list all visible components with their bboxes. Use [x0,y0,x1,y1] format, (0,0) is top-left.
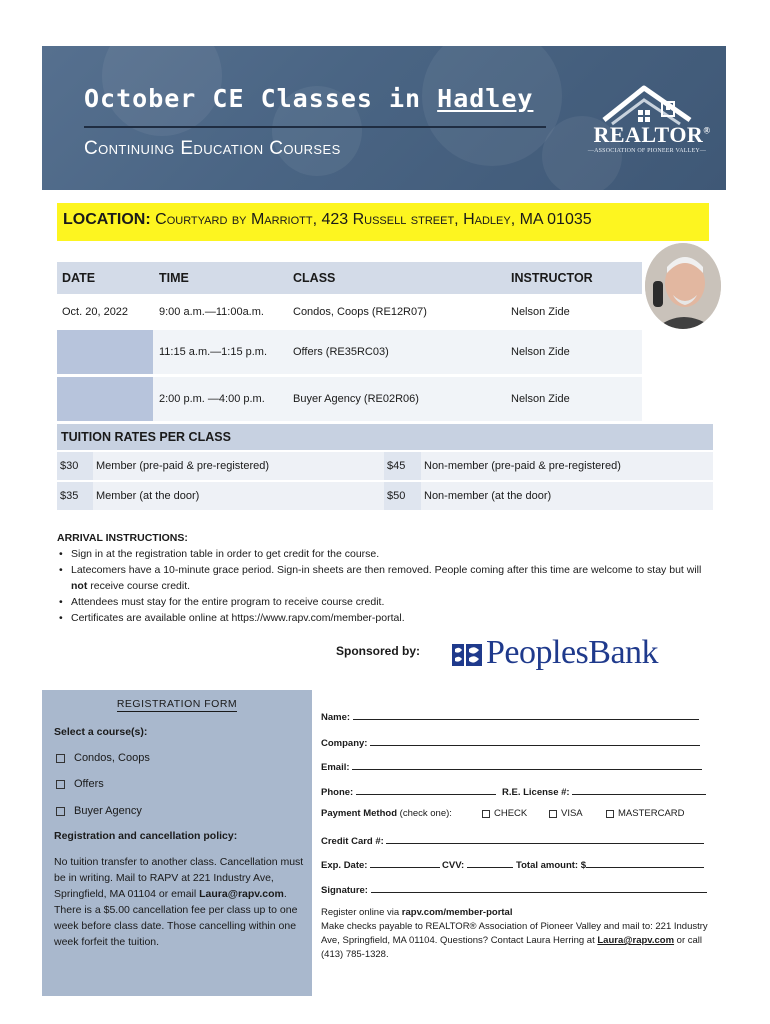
cell-time: 2:00 p.m. —4:00 p.m. [159,393,265,405]
list-item: • Sign in at the registration table in order to get credit for the course. [57,546,717,562]
cell-instructor: Nelson Zide [511,393,570,405]
registration-panel [42,690,312,996]
peoplesbank-logo [450,632,680,676]
total-amount-field[interactable]: Total amount: $ [516,858,704,871]
schedule-header-row [57,262,642,294]
cell-time: 11:15 a.m.—1:15 p.m. [159,346,268,358]
registration-fields [312,690,726,996]
cell-class: Offers (RE35RC03) [293,346,389,358]
checkbox-icon[interactable] [606,810,614,818]
header-date: DATE [62,271,96,285]
exp-date-field[interactable]: Exp. Date: [321,858,440,871]
realtor-logo [582,80,712,160]
policy-title: Registration and cancellation policy: [54,830,238,842]
header-time: TIME [159,271,189,285]
logo-subtext: —ASSOCIATION OF PIONEER VALLEY— [587,148,707,154]
person-photo-icon [645,243,721,329]
checkbox-icon[interactable] [482,810,490,818]
arrival-instructions [57,530,717,626]
cell-instructor: Nelson Zide [511,306,570,318]
location-banner [57,203,709,241]
tuition-table [57,424,713,510]
title-highlight: Hadley [437,84,534,113]
price-member: $30 [57,452,93,480]
cell-class: Buyer Agency (RE02R06) [293,393,419,405]
list-item: • Latecomers have a 10-minute grace period. Sign-in sheets are then removed. People coming after this time are welcome to stay but will not receive course credit. [57,562,717,594]
cell-time: 9:00 a.m.—11:00a.m. [159,306,264,318]
name-field[interactable]: Name: [321,710,699,723]
header-instructor: INSTRUCTOR [511,271,593,285]
course-option-offers[interactable]: Offers [56,778,104,790]
cell-date [57,330,153,374]
payment-option-check[interactable]: CHECK [482,808,527,819]
table-row [57,330,642,374]
checkbox-icon[interactable] [56,780,65,789]
header-banner [42,46,726,190]
table-row [57,377,642,421]
credit-card-field[interactable]: Credit Card #: [321,834,704,847]
title-divider [84,126,546,128]
course-option-buyer-agency[interactable]: Buyer Agency [56,805,142,817]
checkbox-icon[interactable] [549,810,557,818]
payment-option-mastercard[interactable]: MASTERCARD [606,808,685,819]
checkbox-icon[interactable] [56,754,65,763]
cell-class: Condos, Coops (RE12R07) [293,306,427,318]
desc-nonmember: Non-member (at the door) [424,490,552,502]
sponsor-label: Sponsored by: [336,644,421,658]
table-row [57,297,642,327]
signature-field[interactable]: Signature: [321,883,707,896]
tuition-title: TUITION RATES PER CLASS [57,424,713,450]
payment-method-label: Payment Method (check one): [321,808,452,819]
desc-member: Member (pre-paid & pre-registered) [96,460,270,472]
cvv-field[interactable]: CVV: [442,858,513,871]
arrival-title: ARRIVAL INSTRUCTIONS: [57,532,188,544]
arrival-list [57,546,717,626]
page-title: October CE Classes in Hadley [84,84,534,113]
cell-date [57,377,153,421]
course-option-condos[interactable]: Condos, Coops [56,752,150,764]
email-field[interactable]: Email: [321,760,702,773]
price-nonmember: $50 [384,482,421,510]
checkbox-icon[interactable] [56,807,65,816]
header-class: CLASS [293,271,336,285]
registration-title: REGISTRATION FORM [116,698,238,710]
location-address: Courtyard by Marriott, 423 Russell street, Hadley, MA 01035 [150,211,592,228]
price-nonmember: $45 [384,452,421,480]
location-label: LOCATION: [63,211,151,228]
phone-field[interactable]: Phone: [321,785,496,798]
price-member: $35 [57,482,93,510]
select-course-label: Select a course(s): [54,726,148,738]
payment-option-visa[interactable]: VISA [549,808,583,819]
cell-date: Oct. 20, 2022 [62,306,129,318]
cell-instructor: Nelson Zide [511,346,570,358]
bank-emblem-icon [450,640,484,670]
desc-member: Member (at the door) [96,490,200,502]
instructor-avatar [645,243,721,329]
schedule-table [57,262,642,421]
house-roof-icon [582,80,712,128]
table-row [57,482,713,510]
list-item: • Attendees must stay for the entire program to receive course credit. [57,594,717,610]
registration-info: Register online via rapv.com/member-portal Make checks payable to REALTOR® Association of Pioneer Valley and mail to: 221 Industry Ave, Springfield, MA 01104. Questions? Contact Laura Herring at Laura@rapv.com or call (413) 785-1328. [321,907,708,960]
bank-name: PeoplesBank [486,634,659,671]
list-item: • Certificates are available online at https://www.rapv.com/member-portal. [57,610,717,626]
license-field[interactable]: R.E. License #: [502,785,706,798]
policy-email[interactable]: Laura@rapv.com [199,888,284,900]
contact-email-link[interactable]: Laura@rapv.com [597,935,675,946]
logo-wordmark: REALTOR® [593,122,711,147]
desc-nonmember: Non-member (pre-paid & pre-registered) [424,460,621,472]
table-row [57,452,713,480]
company-field[interactable]: Company: [321,736,700,749]
policy-text: No tuition transfer to another class. Cancellation must be in writing. Mail to RAPV at 221 Industry Ave, Springfield, MA 01104 or email Laura@rapv.com. There is a $5.00 cancellation fee per class up to one week before class date. Those cancelling within one week forfeit the tuition. [54,856,304,948]
member-portal-link[interactable]: rapv.com/member-portal [401,907,513,918]
page-subtitle: Continuing Education Courses [84,138,341,159]
